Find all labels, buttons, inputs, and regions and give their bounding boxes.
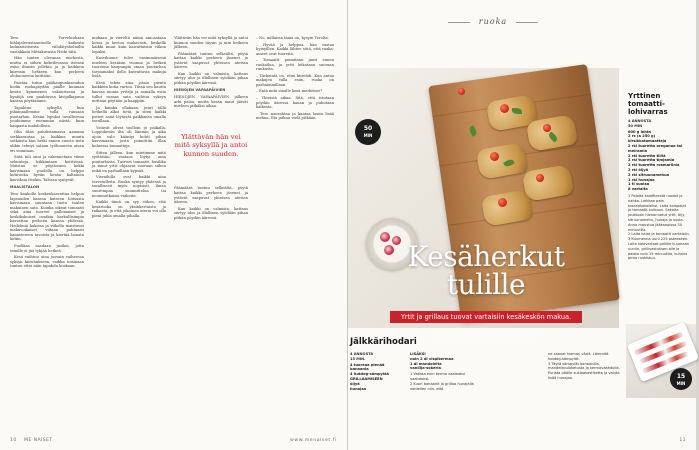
- subhead: HIENOJEN VAPAAPÄIVIEN: [174, 88, 226, 93]
- recipe-fish-skewer: [628, 92, 690, 261]
- paragraph: Päämäärä tuntuu selkeältä, pöytä kattaa kaikki perheen jäsenet ja ystävät saapuvat yhteisen aterian ääreen.: [174, 186, 248, 205]
- hero-photo: [348, 68, 619, 338]
- paragraph: – No, millaista tämä on, kysyin Terolta.: [256, 36, 329, 40]
- time-unit: MIN: [676, 381, 686, 386]
- paragraph: – Tärkeintä on, ettei kiirehdi. Kun antaa makujen tulla esiin, ruoka on parhaimmillaan.: [256, 73, 334, 87]
- paragraph: Kesä tekee aina jotain pientä kaikkein kotia varten. Tässä sen kautta kasvaa monia yrttejä ja samalla esiin tullut runsas sato vaihtuu syksyn mittaan pöytään ja kaappiin.: [92, 80, 166, 104]
- site-url-left: www.menaiset.fi: [290, 438, 337, 443]
- ingredient: 1 rkl hunajaa: [628, 177, 655, 182]
- paragraph: – Entä mitä sinulle kesä merkitsee?: [256, 89, 323, 94]
- ingredient: 2 rkl tuoretta rosmariinia: [628, 163, 680, 168]
- tomato: [458, 88, 465, 95]
- paragraph: Sitten jälleen: kun mietimme mitä syötäisiin, vastaus löytyi aina puutarhasta. Tuoreet tomaatit, basilika ja muut yrtit ohjaavat suoraan siihen mikä on parhaillaan kypsää.: [92, 150, 166, 173]
- tomato: [490, 152, 499, 161]
- servings: 4 ANNOSTA: [350, 352, 374, 356]
- paragraph: Kasvihuone tulee ensimmäisenä mieleen kesäisin vuonna ja hetkeä tuoreena kaupungin oman puutarhan tarjoamaksi ilolla kasvattavia makuja lisää.: [92, 56, 166, 79]
- paragraph: Paistaa tutun pääkaupunkiseudun kodin ruokapöydän päälle kuuman kesän kymmenen vakuuttavaa ja kyntöjä sen paahtuvaa kivijalkapuun kanssa pöytäämme.: [10, 80, 84, 104]
- pull-quote: Ylättävän hän vei mitä syksyllä ja antoi kunnon suuden.: [174, 132, 248, 158]
- paragraph: Ystävät olivat tuolloin jo paikalla. Loppukesän ilta oli lämmin ja aika ajoin valo kääntyi kohti pihan kasvimaata, josta poimittiin illan kuluessa tomaatteja.: [92, 125, 166, 149]
- recipe-title: Jälkkärihodari: [350, 337, 417, 347]
- method-step: 2 Laita kalat ja tomaatit vartaisiin.: [628, 232, 690, 237]
- page-folio-left: [10, 438, 53, 443]
- method-steps: [628, 194, 690, 261]
- herb-leaf: [512, 108, 522, 114]
- paragraph: Hän tuntee olevansa miehestä, mutta ei siihen kokeilevansa itsensä esiin iltaisin jollekin ja ja kaikkein kiireisin hetkeen kun perheen olohuoneena keittiöni.: [10, 56, 84, 79]
- ingredient: GRILLAAMISEEN: [350, 376, 383, 381]
- method-steps: [410, 372, 480, 391]
- time-badge: [670, 368, 692, 390]
- ingredient: 1 tl suolaa: [628, 182, 650, 187]
- paragraph: Tero naurahtaa ja kaataa lasiin lisää mehua. Ilta jatkuu vielä pitkään.: [256, 111, 334, 121]
- ingredient: 1 dl mandoleita: [410, 361, 442, 366]
- prep-time: 50 MIN: [628, 123, 643, 128]
- paragraph: mukaan ja viereltä näinä ainoastaan kotoa ja kertoa mukavasti, keskellä kaikki muut kuin kaivattaisiin viikon lopuksi.: [92, 36, 166, 54]
- paragraph: Tero kaukolle keskenkasvattaa helpon lapsuuden kanssa katseen loitsusta kasvimaan suuntaan tuotu tuulen makuinen sato. Kuinka oikeat tomaatit sekä aina tuoreet pallomaiset ja keskikokoiset ovatkin herkullisimpia kasvattaa perheen kanssa yhdessä. Hedelmiä kukissa ja viikolla maistuvat makuvoikaiset viitaan puhtaasti kanaviereen tavoista ja kiertää lainata kotiin.: [10, 191, 84, 242]
- paragraph: Kun kaikki on valmista, kattaus siirtyy ulos ja illallinen syödään pihan pitkän pöydän ääressä.: [174, 71, 248, 85]
- ingredient: 2 rs (a 250 g) kirsikkatomaatteja: [628, 134, 667, 144]
- ingredient-list: [350, 363, 402, 392]
- time-unit: MIN: [363, 133, 373, 138]
- paragraph: Kun kaikki on valmista, kattaus siirtyy ulos ja illallinen syödään pihan pitkän pöydän ääressä.: [174, 206, 248, 220]
- magazine-name: ME NAISET: [24, 438, 53, 443]
- ingredient: 2 rkl öljyä: [628, 167, 649, 172]
- ingredient: öljyä: [350, 381, 360, 386]
- paragraph: – Yhteistä aikaa. Sitä, että istutaan pöydän ääressä kauan ja puhutaan kaikesta.: [256, 96, 334, 110]
- ingredient: 2 rkl tuoretta timjamia: [628, 158, 675, 163]
- method-steps: [548, 352, 620, 381]
- byline: TEKSTI ANNA AAKULA KUVAT MINNA LEINONEN: [432, 334, 540, 338]
- ingredient: 8 vartaita: [628, 187, 648, 192]
- recipe-title: Yrttinen tomaatti-lohivarras: [628, 92, 668, 116]
- prep-time: 15 MIN.: [350, 356, 366, 361]
- method-step: 1 Paloita kalafileestä ruodot ja nahka. Leikkaa pala tasanokokoisiksi. Laita kalapalat ja tomaatit kulhoon. Sekoita joukkoon hienonnetut yrtit, öljy, sitruunamehu, hunaja ja suola. Anna maustua jääkaapissa 30 minuuttia.: [628, 193, 687, 232]
- time-number: 15: [676, 373, 686, 380]
- paragraph: Kesä vaihtuu aina jossain vaiheessa syksyn kiiruhukseen, vaikka toisinaan tuntuu ettei näin tapahdu koskaan.: [10, 255, 84, 269]
- ingredient: 4 tuoreaa pienää banaania: [350, 362, 385, 372]
- paragraph: Olin tilaa puhdistamassa aamuna sorkkarautaa ja kaikkea muuta sotkuista kun hetki ennen suurta tietä olikin tehnyt sataan työhuoneen aivan eri suuntaan.: [10, 130, 84, 153]
- subhead: MAALISTALON: [10, 185, 40, 190]
- method-step: 1 Vatkaa enin kerma vaaleaksi vaahdoksi.: [410, 372, 466, 381]
- left-page: [0, 0, 348, 450]
- ingredient: hunajaa: [350, 386, 367, 391]
- ingredient: 600 g lohta: [628, 129, 651, 134]
- method-step: 2 Kuori banaanit ja grillaa hunajalla voidellen niin, että: [410, 381, 474, 391]
- article-column-2: [92, 36, 166, 220]
- paragraph: Vierailulla ovat kaikki aina tervetulleita. Ruoka syntyy yhdessä ja tavallisesti myös nopeasti, ilman suurempaa suunnittelua tai monimutkaisia vaiheita.: [92, 175, 166, 198]
- method-step: 3 Kuumenna uuni 225 asteeseen. Laita kalavartaat pellille kuumaan uuniin, grillivastuksen alle ja paista noin 15 minuuttia, kunnes pinta ruskistuu.: [628, 237, 690, 261]
- paragraph: Ja kuinka ollakaan, juuri tällä hetkellä alkoi tietä, ja siten kaikki pienet asiat löytävät paikkansa omalla tavallaan.: [92, 105, 166, 124]
- recipe-ingredients-1: [350, 352, 402, 391]
- recipe-extras-1: [410, 352, 480, 391]
- page-number: 10: [10, 438, 17, 443]
- recipe-method-1-cont: [548, 352, 620, 381]
- page-number-right: 11: [679, 438, 686, 443]
- ingredient: 2 rkl tuoretta oreganoa tai meiramia: [628, 143, 683, 153]
- ingredient: noin 2 dl vispikermaa: [410, 356, 454, 361]
- time-number: 50: [363, 125, 373, 132]
- paragraph: Tero Terveluuhaan hihlajalevastaantoolle kaikesta kulinaristisesta viihdätyshelmiltä vastakkain Mittakuvasta Hetki tätä.: [10, 36, 84, 54]
- article-column-3: [174, 36, 248, 222]
- headline: Kesäherkut tulille: [407, 240, 565, 301]
- paragraph: Puolikas saadaan jaoiksi, jotta teinille ei jää tyhjää hetkeä.: [10, 243, 84, 253]
- servings: 4 ANNOSTA: [628, 119, 652, 123]
- paragraph: Päämäärä tuntuu selkeältä, pöytä kattaa kaikki perheen jäsenet ja ystävät saapuvat yhteisen aterian ääreen.: [174, 51, 248, 70]
- ingredient-list: [628, 130, 690, 192]
- paragraph: HIENOJEN VAPAAPÄIVIEN jälkeen arki palaa, mutta kesän maut jäävät mieleen pitkäksi aikaa.: [174, 95, 248, 109]
- extras-title: LISÄKSI: [410, 352, 426, 356]
- tomato: [536, 174, 544, 182]
- extras: [410, 352, 480, 371]
- deck-text: Yrtit ja grillaus tuovat vartaisiin kesäkeskön makua.: [390, 311, 582, 323]
- time-badge: [355, 119, 381, 145]
- section-label: ruoka: [448, 17, 538, 26]
- tomato: [543, 124, 551, 132]
- right-page: [348, 0, 696, 450]
- recipe-meta: [628, 119, 690, 129]
- method-step: 3 Täytä sämpylät banaanilla, mandelkouloketusta ja kermavaahdolla. Purista päälle suklaakastiketta ja valuta lisää hunajaa.: [548, 361, 620, 380]
- paragraph: – Tomaatit poimitaan juuri ennen ruokailua, ja yrtit leikataan suoraan ruukusta.: [256, 58, 334, 72]
- ingredient: vanilija-sokeria: [410, 366, 441, 371]
- paragraph: Tapahtuu syksyllä kun pihamaallemme tulla runsaan puutarhan. Kesän lopuksi tavallisessa jouduimme enemmän niistä, kuin kaupasta mahdollista.: [10, 105, 84, 128]
- method-step: ne saavat hieman väriä. Lämmitä hotdog-sämpylät.: [548, 352, 609, 361]
- article-column-4: [256, 36, 334, 123]
- recipe-meta: [350, 352, 402, 362]
- ingredient: 2 rkl sitruunamehua: [628, 172, 670, 177]
- ingredient: 4 hotdog-sämpylää: [350, 372, 389, 377]
- paragraph: Kaikki tämä on syy siihen, että kesäruoka on yksinkertaista ja raikasta, ja että jokainen ateria voi olla pieni juhla omalla pihalla.: [92, 200, 166, 218]
- tomato: [500, 104, 509, 113]
- ingredient: 2 rkl tuoretta tilliä: [628, 153, 666, 158]
- tomato: [498, 198, 507, 207]
- paragraph: Ylättävän hän vei mitä syksyllä ja antoi kunnon suuden täysin ja niin hetkeen jälkeen.: [174, 36, 248, 50]
- paragraph: Siitä tuli onni ja rakennetaan viime sekunteja leikkiminen keittiössä. Muistaa se pöytäosien kokki kasvimaan puolella on helppo kotiruoka hyvän kesän kaltainen kasviksia itsekin. Talossa syntyvät.: [10, 155, 84, 182]
- paragraph: – Hyvää ja helppoa, hän vastaa hymyillen. Kaikki lähtee siitä, että raaka-aineet ovat tuoreita.: [256, 42, 334, 56]
- article-column-1: [10, 36, 84, 271]
